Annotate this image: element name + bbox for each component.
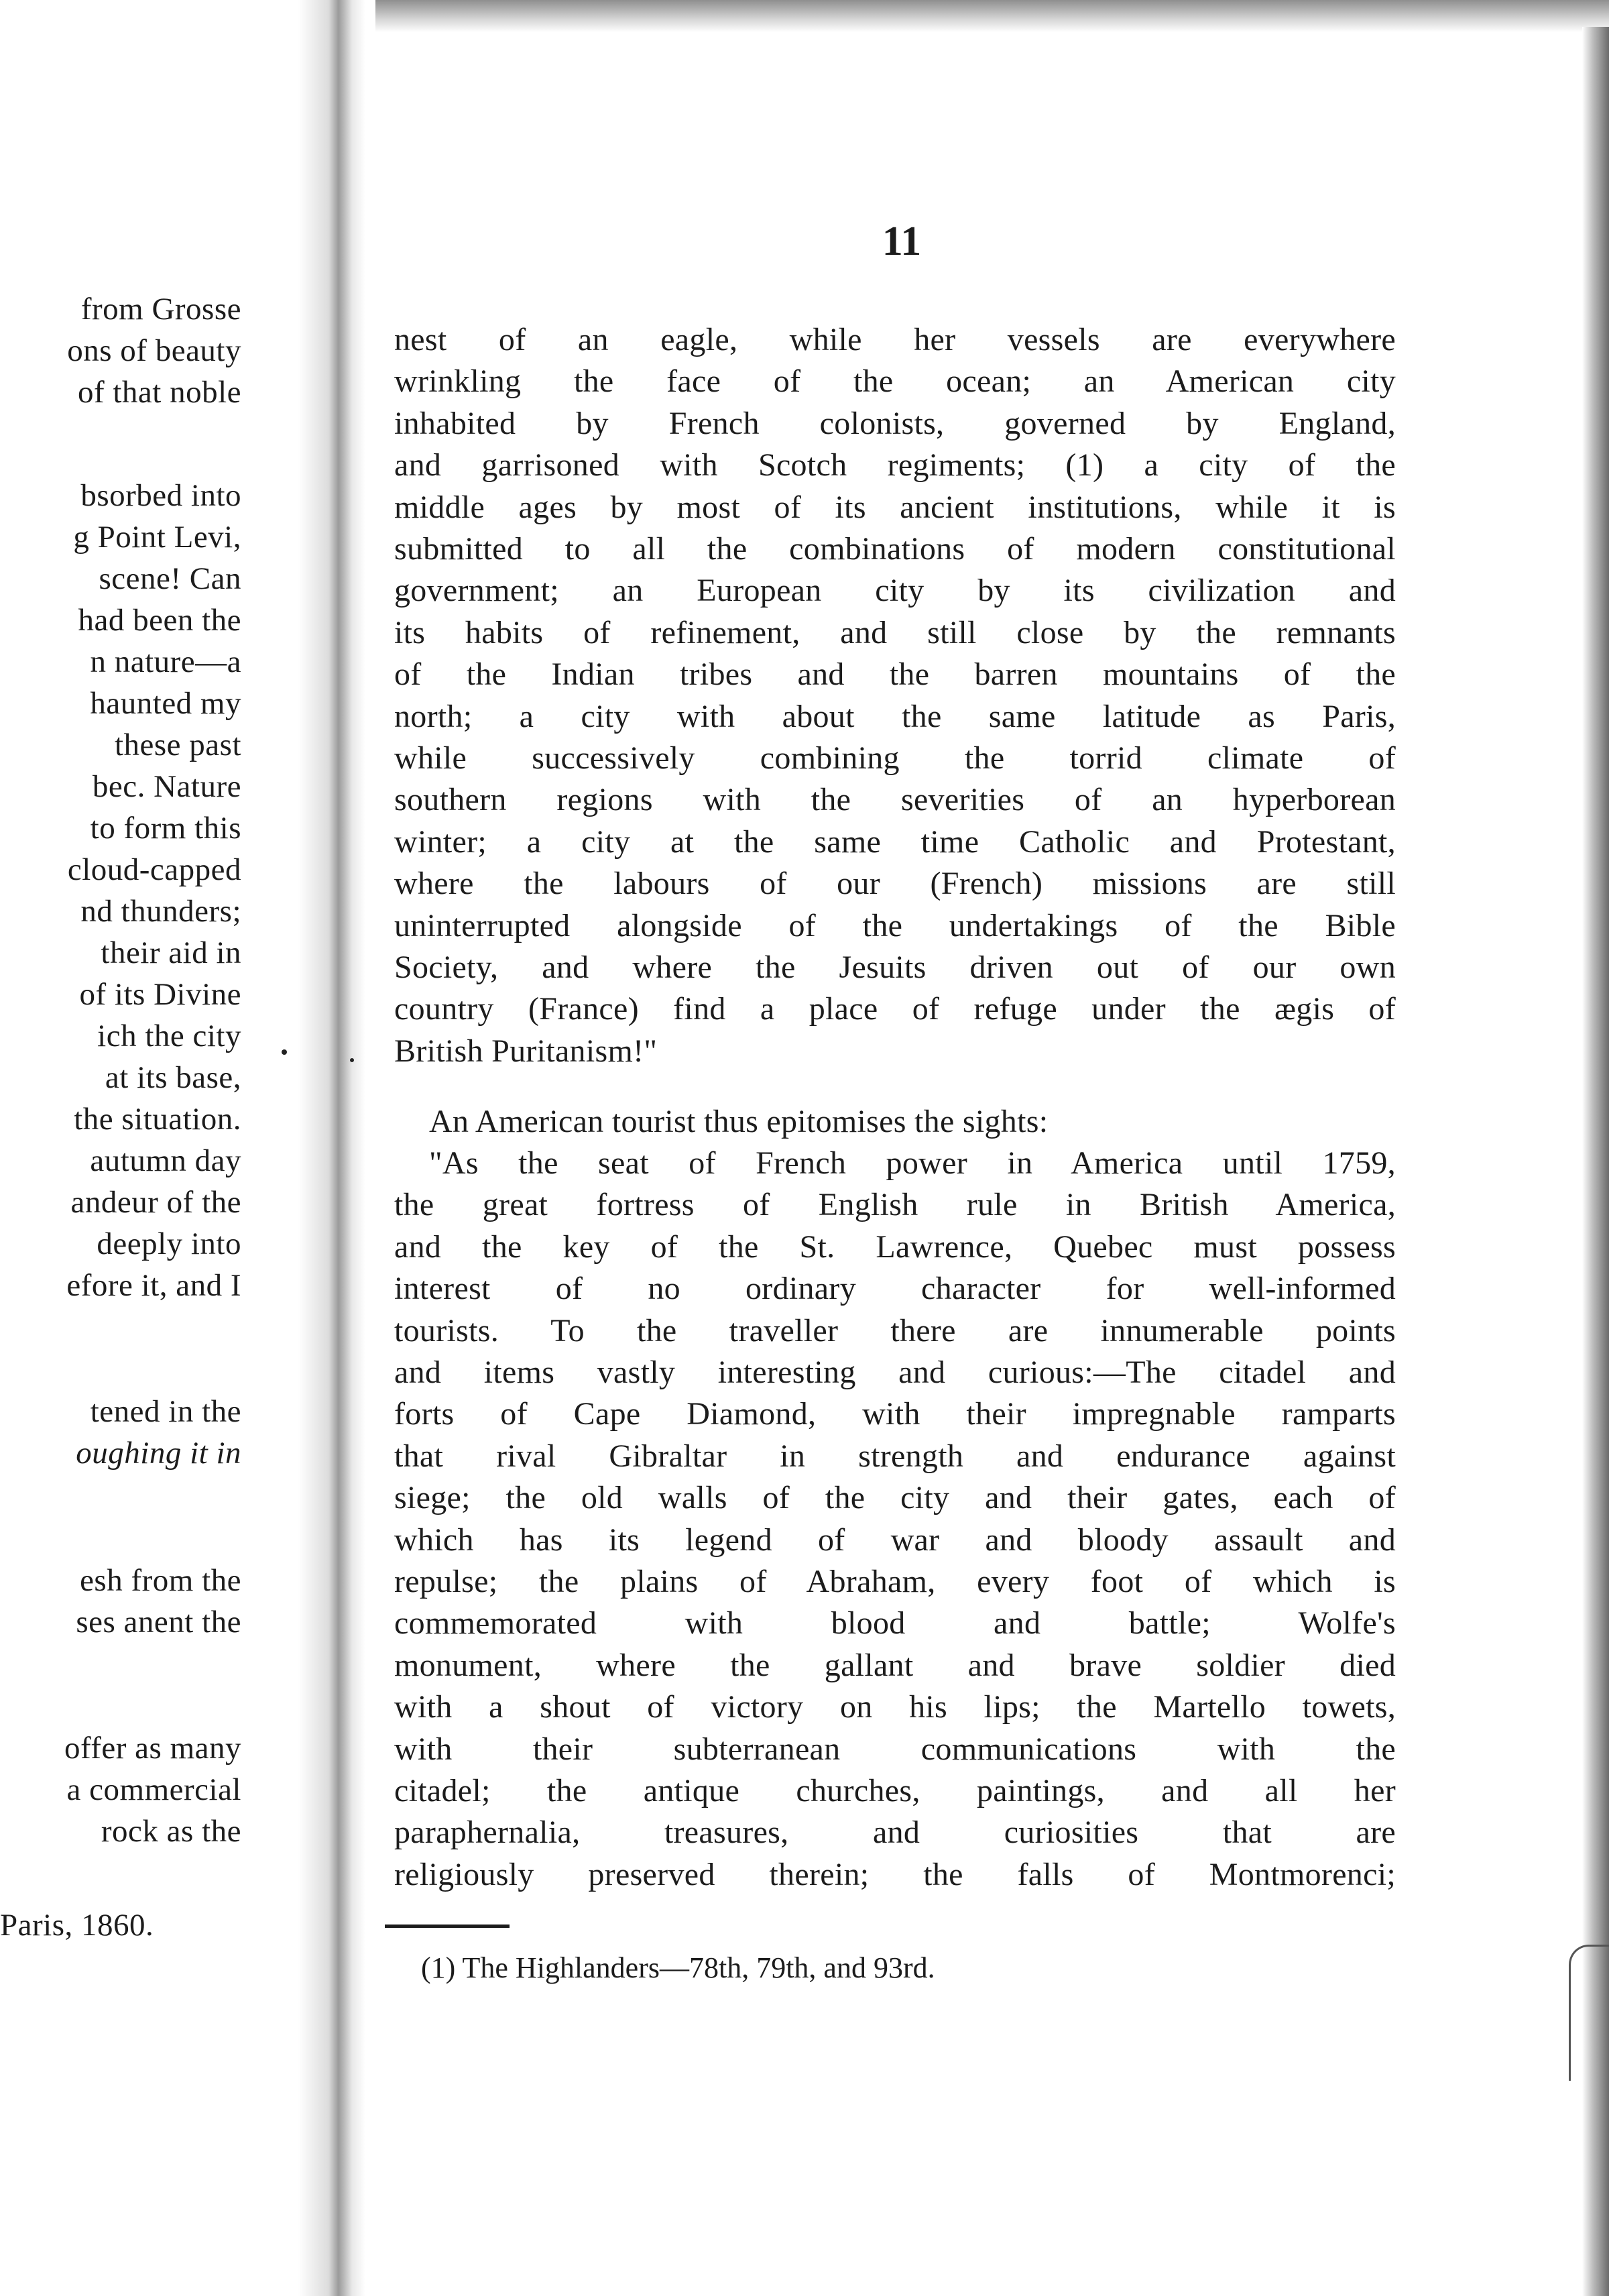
quote-line: religiously preserved therein; the falls of Montmorenci;: [394, 1857, 1396, 1892]
left-page-line: of that noble: [77, 375, 241, 410]
body-line: uninterrupted alongside of the undertakings of the Bible: [394, 908, 1396, 943]
quote-line: the great fortress of English rule in British America,: [394, 1187, 1396, 1222]
page-top-edge: [375, 0, 1609, 32]
left-page-line: esh from the: [80, 1563, 241, 1598]
body-line: where the labours of our (French) missions are still: [394, 866, 1396, 901]
body-line: middle ages by most of its ancient institutions, while it is: [394, 490, 1396, 525]
body-line: nest of an eagle, while her vessels are everywhere: [394, 322, 1396, 357]
quote-line: siege; the old walls of the city and their gates, each of: [394, 1480, 1396, 1515]
left-page-line: at its base,: [105, 1060, 241, 1095]
quote-line: with their subterranean communications with the: [394, 1731, 1396, 1767]
quote-line: with a shout of victory on his lips; the Martello towets,: [394, 1689, 1396, 1725]
quote-line: tourists. To the traveller there are innumerable points: [394, 1313, 1396, 1348]
body-line: winter; a city at the same time Catholic and Protestant,: [394, 824, 1396, 860]
left-page-line: autumn day: [90, 1143, 241, 1178]
body-line: wrinkling the face of the ocean; an American city: [394, 363, 1396, 399]
quote-line: "As the seat of French power in America until 1759,: [429, 1145, 1396, 1181]
quote-line: which has its legend of war and bloody assault and: [394, 1522, 1396, 1558]
left-page-line: haunted my: [90, 686, 241, 721]
body-line: its habits of refinement, and still close by the remnants: [394, 615, 1396, 650]
left-page-line: cloud-capped: [67, 852, 241, 887]
quote-line: interest of no ordinary character for well-informed: [394, 1271, 1396, 1306]
footnote-rule: [385, 1925, 510, 1928]
body-line: and garrisoned with Scotch regiments; (1) a city of the: [394, 447, 1396, 483]
left-page-line: n nature—a: [90, 644, 241, 679]
left-page-line: nd thunders;: [80, 894, 241, 929]
body-line: Society, and where the Jesuits driven out of our own: [394, 950, 1396, 985]
left-page-line: rock as the: [101, 1814, 241, 1849]
body-line: British Puritanism!": [394, 1033, 658, 1069]
body-line: submitted to all the combinations of modern constitutional: [394, 531, 1396, 567]
quote-line: paraphernalia, treasures, and curiosities that are: [394, 1815, 1396, 1850]
left-page-line: oughing it in: [76, 1436, 241, 1471]
left-page-line: offer as many: [64, 1731, 241, 1766]
left-page-line: efore it, and I: [66, 1268, 241, 1303]
left-page-line: deeply into: [97, 1226, 241, 1261]
paragraph-intro: An American tourist thus epitomises the sights:: [429, 1104, 1049, 1139]
left-page-fragment: [0, 0, 241, 2296]
page-corner-curl: [1569, 1945, 1609, 2081]
left-page-line: to form this: [90, 811, 241, 846]
left-page-line: bsorbed into: [80, 478, 241, 513]
left-page-line: had been the: [78, 603, 241, 638]
body-line: country (France) find a place of refuge under the ægis of: [394, 991, 1396, 1027]
left-page-line: the situation.: [74, 1102, 241, 1137]
ink-speck: [350, 1058, 354, 1062]
quote-line: and items vastly interesting and curious:—The citadel and: [394, 1355, 1396, 1390]
ink-speck: [282, 1049, 287, 1055]
left-page-line: g Point Levi,: [73, 520, 241, 555]
quote-line: citadel; the antique churches, paintings, and all her: [394, 1773, 1396, 1809]
quote-line: that rival Gibraltar in strength and endurance against: [394, 1438, 1396, 1474]
left-page-line: ons of beauty: [67, 333, 241, 368]
left-page-line: these past: [114, 728, 241, 762]
left-page-line: scene! Can: [99, 561, 241, 596]
left-page-line: Paris, 1860.: [0, 1908, 154, 1943]
left-page-line: their aid in: [101, 935, 241, 970]
body-line: north; a city with about the same latitude as Paris,: [394, 699, 1396, 734]
quote-line: and the key of the St. Lawrence, Quebec must possess: [394, 1229, 1396, 1265]
left-page-line: from Grosse: [80, 292, 241, 327]
quote-line: repulse; the plains of Abraham, every foot of which is: [394, 1564, 1396, 1599]
body-line: while successively combining the torrid climate of: [394, 740, 1396, 776]
quote-line: forts of Cape Diamond, with their impregnable ramparts: [394, 1396, 1396, 1432]
page-number: 11: [882, 219, 922, 264]
left-page-line: ich the city: [97, 1019, 241, 1053]
quote-line: monument, where the gallant and brave soldier died: [394, 1648, 1396, 1683]
body-line: southern regions with the severities of an hyperborean: [394, 782, 1396, 817]
body-line: of the Indian tribes and the barren mountains of the: [394, 656, 1396, 692]
quote-line: commemorated with blood and battle; Wolfe's: [394, 1605, 1396, 1641]
footnote: (1) The Highlanders—78th, 79th, and 93rd.: [421, 1951, 935, 1984]
left-page-line: a commercial: [66, 1772, 241, 1807]
left-page-line: tened in the: [90, 1394, 241, 1429]
left-page-line: andeur of the: [70, 1185, 241, 1220]
left-page-line: ses anent the: [76, 1605, 241, 1640]
left-page-line: bec. Nature: [92, 769, 241, 804]
book-gutter: [298, 0, 365, 2296]
left-page-line: of its Divine: [79, 977, 241, 1012]
body-line: government; an European city by its civilization and: [394, 573, 1396, 608]
body-line: inhabited by French colonists, governed by England,: [394, 406, 1396, 441]
